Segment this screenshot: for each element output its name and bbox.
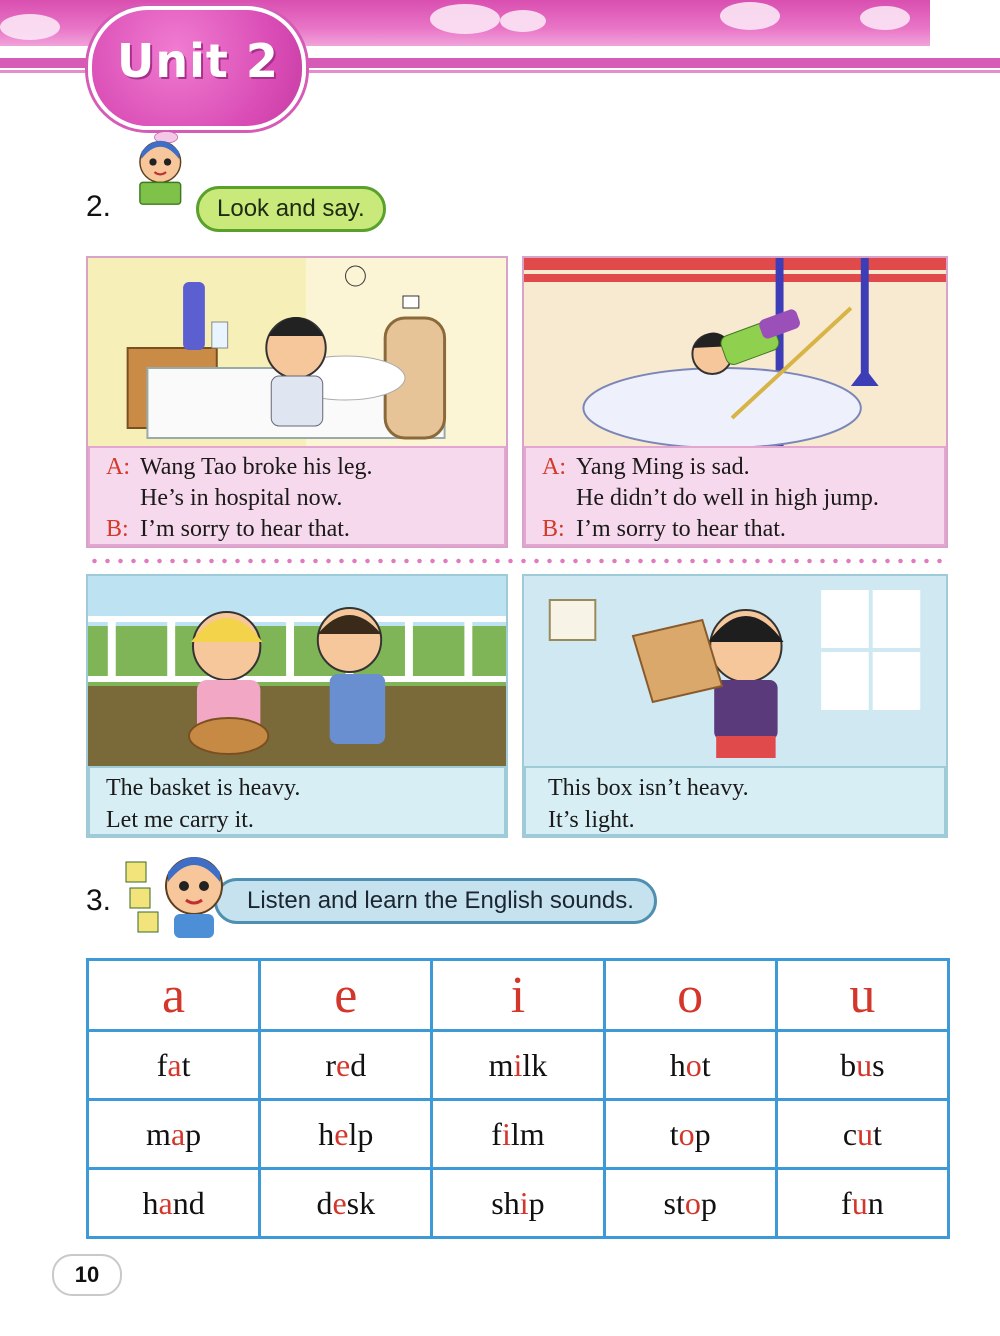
vowel-header: a [88,960,260,1031]
word-part: r [325,1046,336,1083]
dialogue-panel-4 [522,574,948,838]
mascot-abc-icon [124,848,234,940]
dialogue-line: Let me carry it. [106,807,254,833]
cloud-decoration [720,2,780,30]
dotted-divider [88,558,948,564]
word-vowel: e [334,1115,349,1152]
word-cell [88,1100,260,1169]
speaker-label: B: [542,516,565,542]
word-part: lm [510,1115,545,1152]
dialogue-line: This box isn’t heavy. [548,775,749,801]
word-part: n [867,1184,884,1221]
word-part: h [142,1184,159,1221]
word-part: f [491,1115,502,1152]
word-part: s [872,1046,885,1083]
dialogue-text: Wang Tao broke his leg. [140,454,373,480]
word-vowel: i [501,1115,511,1152]
word-part: sk [346,1184,376,1221]
word-part: t [181,1046,191,1083]
word-part: b [840,1046,857,1083]
page-number: 10 [52,1254,122,1296]
word-part: lk [522,1046,548,1083]
vowel-sounds-table [86,958,950,1239]
word-vowel: i [519,1184,529,1221]
word-vowel: i [513,1046,523,1083]
word-vowel: a [158,1184,173,1221]
vowel-header: o [604,960,776,1031]
dialogue-caption [524,766,946,836]
dialogue-caption [524,446,946,546]
mascot-icon [124,130,198,210]
word-vowel: e [332,1184,347,1221]
word-vowel: u [851,1184,868,1221]
cloud-decoration [860,6,910,30]
word-part: p [700,1184,717,1221]
word-cell [432,1031,604,1100]
cloud-decoration [0,14,60,40]
section-title: Look and say. [196,186,386,232]
word-part: t [669,1115,679,1152]
box-illustration-icon [524,576,946,766]
word-part: f [841,1184,852,1221]
word-part: st [663,1184,685,1221]
word-cell [432,1100,604,1169]
dialogue-line [106,483,504,514]
word-vowel: a [167,1046,182,1083]
word-part: d [316,1184,333,1221]
dialogue-text: Yang Ming is sad. [576,454,750,480]
word-part: h [318,1115,335,1152]
table-row [88,1031,949,1100]
dialogue-line [542,514,944,545]
word-cell [776,1100,948,1169]
dialogue-text: He didn’t do well in high jump. [576,485,879,511]
word-vowel: u [856,1046,873,1083]
basket-illustration-icon [88,576,506,766]
vowel-header: e [260,960,432,1031]
unit-title: Unit 2 [117,34,279,88]
word-vowel: o [678,1115,695,1152]
word-part: p [694,1115,711,1152]
dialogue-line: It’s light. [548,807,635,833]
vowel-header: i [432,960,604,1031]
word-cell [260,1169,432,1238]
section-number: 2. [86,190,112,223]
dialogue-panel-3 [86,574,508,838]
word-vowel: o [684,1184,701,1221]
table-row [88,1100,949,1169]
word-part: d [350,1046,367,1083]
dialogue-line [106,452,504,483]
dialogue-text: I’m sorry to hear that. [576,516,786,542]
high-jump-illustration-icon [524,258,946,446]
word-part: sh [491,1184,520,1221]
word-part: f [156,1046,168,1083]
speaker-label: B: [106,516,129,542]
dialogue-panel-2 [522,256,948,548]
word-cell [260,1031,432,1100]
word-part: c [842,1115,858,1152]
word-part: lp [348,1115,374,1152]
word-cell [88,1169,260,1238]
dialogue-text: He’s in hospital now. [140,485,343,511]
hospital-bed-illustration-icon [88,258,506,446]
dialogue-panel-1 [86,256,508,548]
section-title: Listen and learn the English sounds. [214,878,657,924]
word-part: h [669,1046,686,1083]
word-cell [776,1169,948,1238]
dialogue-caption [88,766,506,836]
speaker-label: A: [106,454,130,480]
word-part: nd [172,1184,205,1221]
word-cell [432,1169,604,1238]
dialogue-line [542,452,944,483]
word-cell [88,1031,260,1100]
word-cell [260,1100,432,1169]
table-header-row [88,960,949,1031]
word-vowel: a [170,1115,186,1152]
dialogue-line [542,483,944,514]
dialogue-line [106,514,504,545]
word-part: t [873,1115,882,1152]
cloud-decoration [430,4,500,34]
word-cell [776,1031,948,1100]
word-vowel: u [857,1115,874,1152]
cloud-decoration [500,10,546,32]
dialogue-text: I’m sorry to hear that. [140,516,350,542]
word-cell [604,1169,776,1238]
dialogue-line: The basket is heavy. [106,775,301,801]
word-cell [604,1100,776,1169]
word-part: p [528,1184,545,1221]
word-part: p [185,1115,202,1152]
word-vowel: e [336,1046,351,1083]
word-part: t [701,1046,711,1083]
word-vowel: o [685,1046,702,1083]
table-row [88,1169,949,1238]
word-part: m [488,1046,514,1083]
speaker-label: A: [542,454,566,480]
word-cell [604,1031,776,1100]
word-part: m [146,1115,171,1152]
vowel-header: u [776,960,948,1031]
section-number: 3. [86,884,112,917]
dialogue-caption [88,446,506,546]
